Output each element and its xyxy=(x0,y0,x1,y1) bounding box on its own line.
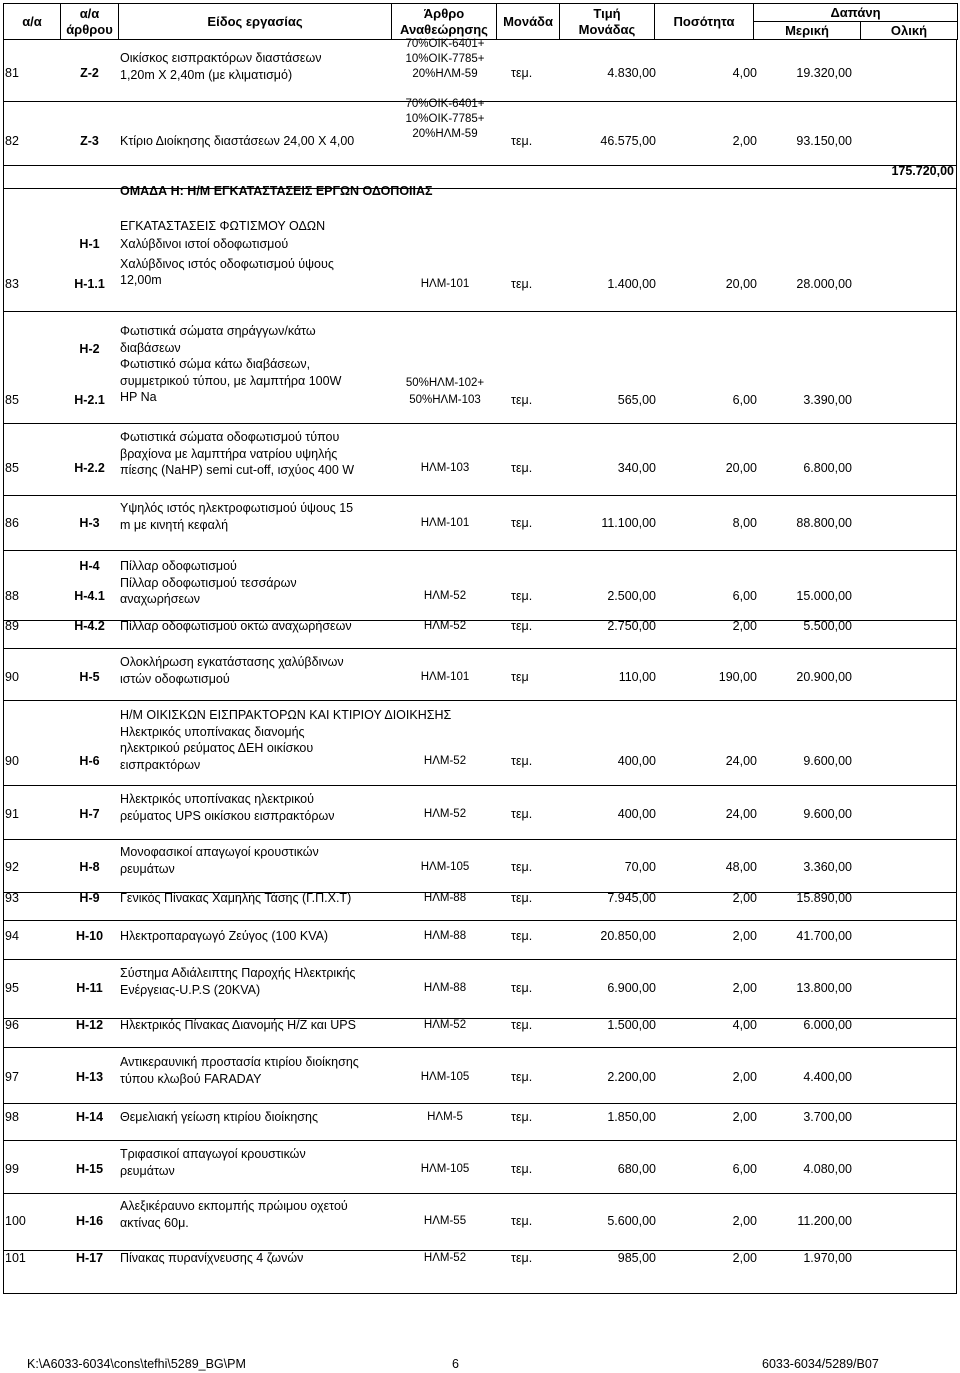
row-separator xyxy=(3,311,957,312)
row-arthro: ΗΛΜ-5 xyxy=(427,1111,463,1123)
row-arthro: ΗΛΜ-101 xyxy=(420,278,470,290)
row-arthro: ΗΛΜ-101 xyxy=(420,671,470,683)
row-description: ρευμάτων xyxy=(120,861,175,876)
row-arthro: ΗΛΜ-88 xyxy=(423,982,467,994)
row-separator xyxy=(3,1103,957,1104)
row-arthro: 20%ΗΛΜ-59 xyxy=(412,68,478,80)
row-description: ηλεκτρικού ρεύματος ΔΕΗ οικίσκου xyxy=(120,741,314,755)
row-partial: 20.900,00 xyxy=(796,670,852,684)
row-arthro: 70%ΟΙΚ-6401+ xyxy=(405,98,485,110)
header-oliki: Ολική xyxy=(861,22,958,40)
header-aa: α/α xyxy=(4,4,61,40)
table-header xyxy=(3,3,958,40)
row-partial: 28.000,00 xyxy=(796,277,852,291)
row-qty: 4,00 xyxy=(732,66,757,80)
header-timi: Τιμή Μονάδας xyxy=(560,4,655,40)
row-separator xyxy=(3,1047,957,1048)
row-price: 400,00 xyxy=(617,754,656,768)
row-separator xyxy=(3,700,957,701)
row-description: HP Na xyxy=(120,390,157,404)
row-code: Η-13 xyxy=(75,1070,104,1084)
row-description: Ολοκλήρωση εγκατάστασης χαλύβδινων xyxy=(120,655,344,669)
row-separator xyxy=(3,839,957,840)
row-unit: τεμ. xyxy=(511,754,533,768)
row-partial: 88.800,00 xyxy=(796,516,852,530)
header-aa-arthrou: α/α άρθρου xyxy=(61,4,119,40)
row-code: Η-2.1 xyxy=(74,393,105,407)
row-separator xyxy=(3,550,957,551)
row-unit: τεμ. xyxy=(511,393,533,407)
row-separator xyxy=(3,165,957,166)
row-qty: 2,00 xyxy=(732,981,757,995)
row-arthro: ΗΛΜ-105 xyxy=(420,1071,470,1083)
row-partial: 5.500,00 xyxy=(803,619,852,633)
row-unit: τεμ. xyxy=(511,589,533,603)
row-qty: 48,00 xyxy=(725,860,757,874)
row-price: 1.400,00 xyxy=(607,277,656,291)
row-description: Πίλλαρ οδοφωτισμού xyxy=(120,559,237,573)
row-description: Θεμελιακή γείωση κτιρίου διοίκησης xyxy=(120,1110,318,1124)
row-partial: 15.000,00 xyxy=(796,589,852,603)
row-unit: τεμ. xyxy=(511,981,533,995)
row-unit: τεμ. xyxy=(511,1214,533,1228)
row-price: 2.200,00 xyxy=(607,1070,656,1084)
row-qty: 2,00 xyxy=(732,1251,757,1265)
row-code: Η-5 xyxy=(79,670,100,684)
row-description: αναχωρήσεων xyxy=(120,592,201,606)
row-code: Η-7 xyxy=(79,807,100,821)
row-unit: τεμ. xyxy=(511,516,533,530)
row-price: 110,00 xyxy=(618,670,656,684)
row-code: Η-9 xyxy=(79,891,100,905)
row-arthro: ΗΛΜ-52 xyxy=(423,755,467,767)
row-aa: 91 xyxy=(5,807,19,821)
row-separator xyxy=(3,785,957,786)
row-description: τύπου κλωβού FARADAY xyxy=(120,1071,262,1086)
row-description: Πίλλαρ οδοφωτισμού οκτώ αναχωρήσεων xyxy=(120,619,352,633)
row-description: Πίλλαρ οδοφωτισμού τεσσάρων xyxy=(120,575,297,590)
row-description: Πίνακας πυρανίχνευσης 4 ζωνών xyxy=(120,1251,304,1265)
row-partial: 19.320,00 xyxy=(796,66,852,80)
row-description: εισπρακτόρων xyxy=(120,757,201,772)
row-price: 340,00 xyxy=(617,461,656,475)
row-unit: τεμ. xyxy=(511,66,533,80)
row-description: Φωτιστικά σώματα σηράγγων/κάτω xyxy=(120,324,316,338)
row-description: Μονοφασικοί απαγωγοί κρουστικών xyxy=(120,845,319,859)
row-arthro: 70%ΟΙΚ-6401+ xyxy=(405,38,485,50)
row-code: Η-16 xyxy=(75,1214,104,1228)
row-aa: 97 xyxy=(5,1070,19,1084)
row-code: Η-15 xyxy=(75,1162,104,1176)
row-aa: 89 xyxy=(5,619,19,633)
row-unit: τεμ. xyxy=(511,891,533,905)
row-description: συμμετρικού τύπου, με λαμπτήρα 100W xyxy=(120,373,342,388)
row-qty: 24,00 xyxy=(725,807,757,821)
row-price: 20.850,00 xyxy=(600,929,656,943)
row-price: 400,00 xyxy=(617,807,656,821)
row-arthro: 50%ΗΛΜ-103 xyxy=(409,394,481,406)
row-qty: 24,00 xyxy=(725,754,757,768)
row-qty: 2,00 xyxy=(732,1214,757,1228)
row-price: 1.500,00 xyxy=(607,1018,656,1032)
row-code: Η-14 xyxy=(75,1110,104,1124)
row-qty: 6,00 xyxy=(732,1162,757,1176)
row-qty: 6,00 xyxy=(732,393,757,407)
row-description: ΕΓΚΑΤΑΣΤΑΣΕΙΣ ΦΩΤΙΣΜΟΥ ΟΔΩΝ xyxy=(120,219,326,233)
row-price: 2.750,00 xyxy=(607,619,656,633)
row-price: 565,00 xyxy=(617,393,656,407)
row-price: 5.600,00 xyxy=(607,1214,656,1228)
row-code: Η-10 xyxy=(75,929,104,943)
row-price: 680,00 xyxy=(617,1162,656,1176)
row-description: Ηλεκτροπαραγωγό Ζεύγος (100 KVA) xyxy=(120,929,329,943)
row-description: Κτίριο Διοίκησης διαστάσεων 24,00 Χ 4,00 xyxy=(120,134,355,148)
row-unit: τεμ. xyxy=(511,1070,533,1084)
row-arthro: ΗΛΜ-52 xyxy=(423,1019,467,1031)
row-code: Η-12 xyxy=(75,1018,104,1032)
row-arthro: ΗΛΜ-52 xyxy=(423,1252,467,1264)
row-partial: 4.400,00 xyxy=(803,1070,852,1084)
row-unit: τεμ. xyxy=(511,619,533,633)
row-aa: 81 xyxy=(5,66,19,80)
row-description: Ενέργειας-U.P.S (20KVA) xyxy=(120,982,261,997)
row-separator xyxy=(3,495,957,496)
row-arthro: ΗΛΜ-52 xyxy=(423,590,467,602)
row-unit: τεμ. xyxy=(511,1251,533,1265)
row-description: Ηλεκτρικός Πίνακας Διανομής Η/Ζ και UPS xyxy=(120,1018,356,1032)
row-qty: 2,00 xyxy=(732,619,757,633)
row-description: Χαλύβδινος ιστός οδοφωτισμού ύψους xyxy=(120,257,334,271)
row-separator xyxy=(3,648,957,649)
row-aa: 92 xyxy=(5,860,19,874)
row-arthro: 50%ΗΛΜ-102+ xyxy=(405,377,485,389)
row-aa: 93 xyxy=(5,891,19,905)
row-unit: τεμ. xyxy=(511,807,533,821)
row-arthro: ΗΛΜ-105 xyxy=(420,861,470,873)
row-arthro: ΗΛΜ-88 xyxy=(423,930,467,942)
row-aa: 83 xyxy=(5,277,19,291)
row-code: Η-6 xyxy=(79,754,100,768)
row-price: 7.945,00 xyxy=(607,891,656,905)
row-price: 1.850,00 xyxy=(607,1110,656,1124)
row-description: ρεύματος UPS οικίσκου εισπρακτόρων xyxy=(120,808,335,823)
row-aa: 85 xyxy=(5,461,19,475)
row-code: Η-3 xyxy=(79,516,100,530)
row-unit: τεμ. xyxy=(511,860,533,874)
row-arthro: ΗΛΜ-55 xyxy=(423,1215,467,1227)
row-partial: 9.600,00 xyxy=(803,754,852,768)
row-code: Η-4.2 xyxy=(74,619,105,633)
row-aa: 85 xyxy=(5,393,19,407)
row-description: 1,20m Χ 2,40m (με κλιματισμό) xyxy=(120,67,293,82)
row-description: Αλεξικέραυνο εκπομπής πρώιμου οχετού xyxy=(120,1199,348,1213)
footer-page-number: 6 xyxy=(452,1357,459,1371)
row-description: ρευμάτων xyxy=(120,1163,175,1178)
row-description: Οικίσκος εισπρακτόρων διαστάσεων xyxy=(120,51,322,65)
row-description: Γενικός Πίνακας Χαμηλής Τάσης (Γ.Π.Χ.Τ) xyxy=(120,891,352,905)
row-qty: 2,00 xyxy=(732,929,757,943)
row-description: βραχίονα με λαμπτήρα νατρίου υψηλής xyxy=(120,446,338,461)
row-unit: τεμ. xyxy=(511,929,533,943)
row-code: Η-11 xyxy=(76,981,103,995)
row-price: 985,00 xyxy=(617,1251,656,1265)
row-unit: τεμ. xyxy=(511,134,533,148)
row-partial: 3.360,00 xyxy=(803,860,852,874)
row-partial: 6.800,00 xyxy=(803,461,852,475)
row-qty: 2,00 xyxy=(732,891,757,905)
row-qty: 2,00 xyxy=(732,134,757,148)
row-price: 2.500,00 xyxy=(607,589,656,603)
row-separator xyxy=(3,920,957,921)
row-description: πίεσης (NaHP) semi cut-off, ισχύος 400 W xyxy=(120,463,355,477)
row-unit: τεμ xyxy=(511,670,529,684)
row-qty: 20,00 xyxy=(725,461,757,475)
row-aa: 95 xyxy=(5,981,19,995)
row-description: Ηλεκτρικός υποπίνακας ηλεκτρικού xyxy=(120,792,314,806)
row-aa: 82 xyxy=(5,134,19,148)
row-unit: τεμ. xyxy=(511,1110,533,1124)
row-price: 11.100,00 xyxy=(601,516,656,530)
row-price: 6.900,00 xyxy=(607,981,656,995)
row-description: Ηλεκτρικός υποπίνακας διανομής xyxy=(120,724,305,739)
row-partial: 41.700,00 xyxy=(796,929,852,943)
row-aa: 90 xyxy=(5,754,19,768)
row-code: Η-1.1 xyxy=(74,277,105,291)
row-aa: 101 xyxy=(5,1251,26,1265)
row-aa: 86 xyxy=(5,516,19,530)
row-separator xyxy=(3,1140,957,1141)
row-arthro: ΗΛΜ-52 xyxy=(423,620,467,632)
row-unit: τεμ. xyxy=(511,1162,533,1176)
row-code: Ζ-3 xyxy=(80,134,99,148)
row-aa: 94 xyxy=(5,929,19,943)
group-total: 175.720,00 xyxy=(891,164,954,178)
row-partial: 15.890,00 xyxy=(796,891,852,905)
footer-doc-code: 6033-6034/5289/B07 xyxy=(762,1357,879,1371)
row-code: Η-2.2 xyxy=(74,461,105,475)
group-title: ΟΜΑΔΑ Η: Η/Μ ΕΓΚΑΤΑΣΤΑΣΕΙΣ ΕΡΓΩΝ ΟΔΟΠΟΙΙΑΣ xyxy=(120,184,433,198)
row-description: Τριφασικοί απαγωγοί κρουστικών xyxy=(120,1147,306,1161)
row-aa: 90 xyxy=(5,670,19,684)
row-aa: 99 xyxy=(5,1162,19,1176)
row-description: Αντικεραυνική προστασία κτιρίου διοίκησης xyxy=(120,1055,359,1069)
row-description: Η/Μ ΟΙΚΙΣΚΩΝ ΕΙΣΠΡΑΚΤΟΡΩΝ ΚΑΙ ΚΤΙΡΙΟΥ ΔΙΟΙΚΗΣΗΣ xyxy=(120,708,452,722)
row-partial: 9.600,00 xyxy=(803,807,852,821)
row-description: ιστών οδοφωτισμού xyxy=(120,671,230,686)
row-arthro: ΗΛΜ-88 xyxy=(423,892,467,904)
row-code: Ζ-2 xyxy=(80,66,99,80)
row-qty: 6,00 xyxy=(732,589,757,603)
row-qty: 2,00 xyxy=(732,1110,757,1124)
row-partial: 3.390,00 xyxy=(803,393,852,407)
row-description: Σύστημα Αδιάλειπτης Παροχής Ηλεκτρικής xyxy=(120,966,356,980)
row-aa: 88 xyxy=(5,589,19,603)
row-separator xyxy=(3,1193,957,1194)
row-aa: 96 xyxy=(5,1018,19,1032)
row-arthro: ΗΛΜ-105 xyxy=(420,1163,470,1175)
row-partial: 1.970,00 xyxy=(803,1251,852,1265)
row-unit: τεμ. xyxy=(511,461,533,475)
row-description: Χαλύβδινοι ιστοί οδοφωτισμού xyxy=(120,237,289,251)
row-partial: 93.150,00 xyxy=(796,134,852,148)
row-code: Η-17 xyxy=(75,1251,104,1265)
row-price: 70,00 xyxy=(624,860,656,874)
row-arthro: ΗΛΜ-101 xyxy=(420,517,470,529)
row-separator xyxy=(3,959,957,960)
footer-path: K:\A6033-6034\cons\tefhi\5289_BG\PM xyxy=(27,1357,246,1371)
header-eidos: Είδος εργασίας xyxy=(119,4,392,40)
row-qty: 20,00 xyxy=(725,277,757,291)
row-arthro: 20%ΗΛΜ-59 xyxy=(412,128,478,140)
row-code: Η-4.1 xyxy=(74,589,105,603)
row-code: Η-2 xyxy=(79,342,100,356)
header-arthro: Άρθρο Αναθεώρησης xyxy=(392,4,497,40)
row-arthro: 10%ΟΙΚ-7785+ xyxy=(405,53,485,65)
row-description: m με κινητή κεφαλή xyxy=(120,517,229,532)
row-description: ακτίνας 60μ. xyxy=(120,1215,189,1230)
row-arthro: 10%ΟΙΚ-7785+ xyxy=(405,113,485,125)
row-partial: 4.080,00 xyxy=(803,1162,852,1176)
row-description: διαβάσεων xyxy=(120,340,181,355)
row-partial: 6.000,00 xyxy=(803,1018,852,1032)
row-qty: 190,00 xyxy=(718,670,757,684)
row-code: Η-4 xyxy=(79,559,100,573)
row-code: Η-1 xyxy=(79,237,100,251)
row-partial: 13.800,00 xyxy=(796,981,852,995)
header-monada: Μονάδα xyxy=(497,4,560,40)
row-price: 46.575,00 xyxy=(600,134,656,148)
row-unit: τεμ. xyxy=(511,1018,533,1032)
header-dapani: Δαπάνη xyxy=(754,4,958,22)
row-code: Η-8 xyxy=(79,860,100,874)
header-posotita: Ποσότητα xyxy=(655,4,754,40)
row-price: 4.830,00 xyxy=(607,66,656,80)
row-description: Φωτιστικά σώματα οδοφωτισμού τύπου xyxy=(120,430,340,444)
row-qty: 2,00 xyxy=(732,1070,757,1084)
row-qty: 8,00 xyxy=(732,516,757,530)
row-arthro: ΗΛΜ-52 xyxy=(423,808,467,820)
row-qty: 4,00 xyxy=(732,1018,757,1032)
row-unit: τεμ. xyxy=(511,277,533,291)
row-aa: 98 xyxy=(5,1110,19,1124)
header-meriki: Μερική xyxy=(754,22,861,40)
row-separator xyxy=(3,423,957,424)
row-aa: 100 xyxy=(5,1214,26,1228)
row-description: Υψηλός ιστός ηλεκτροφωτισμού ύψους 15 xyxy=(120,501,354,515)
row-description: Φωτιστικό σώμα κάτω διαβάσεων, xyxy=(120,357,311,371)
row-description: 12,00m xyxy=(120,273,162,287)
row-partial: 3.700,00 xyxy=(803,1110,852,1124)
row-arthro: ΗΛΜ-103 xyxy=(420,462,470,474)
row-partial: 11.200,00 xyxy=(797,1214,852,1228)
